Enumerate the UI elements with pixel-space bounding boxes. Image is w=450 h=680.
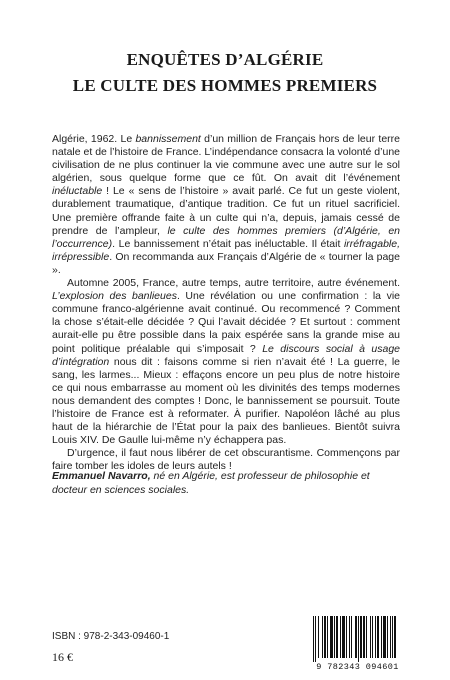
barcode-bar [377, 616, 379, 658]
barcode-bar [375, 616, 376, 658]
author-description: né en Algérie, est professeur de philosophie et docteur en sciences sociales. [52, 470, 370, 496]
text-run: . Une révélation ou une confirmation : la vie commune franco-algérienne avait continué. Ou recommencé ? Comment la chose s’était-elle décidée ? Qui l’avait décidée ? Et surtout : comment aurait-elle pu être possible dans la paix espérée sans la grande mise au point politique préalable qui s’imposait ? [52, 290, 400, 355]
barcode-bar [342, 616, 345, 658]
italic-run: inéluctable [52, 185, 103, 198]
barcode-bar [349, 616, 350, 658]
paragraph-2 [52, 277, 400, 447]
text-run: d’un million de Français hors de leur terre natale et de l’histoire de France. L’indépendance consacra la volonté d’une civilisation de ne plus continuer la vie commune avec une autre sur le sol algérien, sous quelque forme que ce fût. On avait dit l’événement [52, 133, 401, 185]
barcode-bar [330, 616, 333, 658]
text-run: D’urgence, il faut nous libérer de cet obscurantisme. Commençons par faire tomber les idoles de leurs autels ! [52, 447, 400, 473]
isbn: ISBN : 978-2-343-09460-1 [52, 631, 170, 642]
barcode-bar [370, 616, 371, 658]
barcode-bar [322, 616, 323, 658]
price: 16 € [52, 650, 73, 664]
text-run: ! Le « sens de l’histoire » avait parlé. Ce fut un geste violent, durablement traumatique, d’antique tradition. Ce fut un rituel sacrificiel. Une première offrande faite à un culte qui n’a, depuis, jamais cessé de prendre de l’ampleur, [52, 185, 400, 237]
barcode-bar [381, 616, 382, 658]
barcode-bar [327, 616, 328, 658]
barcode-bar [355, 616, 357, 658]
barcode-bar [324, 616, 326, 658]
barcode-bar [394, 616, 396, 658]
paragraph-1 [52, 133, 400, 277]
barcode-bar [387, 616, 388, 658]
author-name: Emmanuel Navarro, [52, 470, 151, 482]
text-run: . Le bannissement n’était pas inéluctable. Il était [112, 237, 344, 250]
barcode-bar [390, 616, 391, 658]
title-line-1: ENQUÊTES D’ALGÉRIE [126, 50, 324, 69]
barcode [307, 614, 408, 674]
barcode-bar [363, 616, 365, 658]
barcode-bar [336, 616, 338, 658]
barcode-bar [360, 616, 362, 658]
italic-run: bannissement [135, 133, 201, 145]
text-run: . On recommanda aux Français d’Algérie de « tourner la page ». [52, 250, 400, 276]
barcode-bar [315, 616, 316, 662]
barcode-bar [334, 616, 335, 658]
barcode-bar [392, 616, 393, 658]
barcode-bar [340, 616, 341, 658]
text-run: Algérie, 1962. Le [52, 133, 136, 145]
text-run: nous dit : faisons comme si rien n’avait été ! La guerre, le sang, les larmes... Mieux : effaçons encore un peu plus de notre histoire ce qui nous embarrasse au moment où les divinités des temps modernes nous demandent des comptes ! Donc, le bannissement se poursuit. Toute l’histoire de France est à reformater. À purifier. Napoléon lâché au plus haut de la hiérarchie de l’État pour la paix des banlieues. Bientôt suivra Louis XIV. De Gaulle lui-même n’y échappera pas. [52, 355, 400, 447]
italic-run: le culte des hommes premiers (d’Algérie, en l’occurrence) [52, 224, 401, 250]
blurb-text [52, 133, 400, 473]
barcode-bar [318, 616, 319, 658]
italic-run: irréfragable, irrépressible [52, 237, 400, 263]
barcode-bar [358, 616, 359, 662]
barcode-bar [313, 616, 314, 662]
text-run: Automne 2005, France, autre temps, autre territoire, autre événement. [67, 277, 400, 290]
barcode-bar [346, 616, 347, 658]
title-line-2: LE CULTE DES HOMMES PREMIERS [72, 76, 378, 95]
barcode-digits: 9 782343 094601 [316, 662, 399, 672]
italic-run: L’explosion des banlieues [52, 290, 177, 303]
barcode-bar [372, 616, 373, 658]
barcode-bar [383, 616, 386, 658]
italic-run: Le discours social à usage d’intégration [52, 342, 400, 368]
barcode-bar [351, 616, 352, 658]
author-bio [52, 469, 400, 497]
barcode-bar [366, 616, 367, 658]
barcode-bars-icon [307, 614, 408, 662]
